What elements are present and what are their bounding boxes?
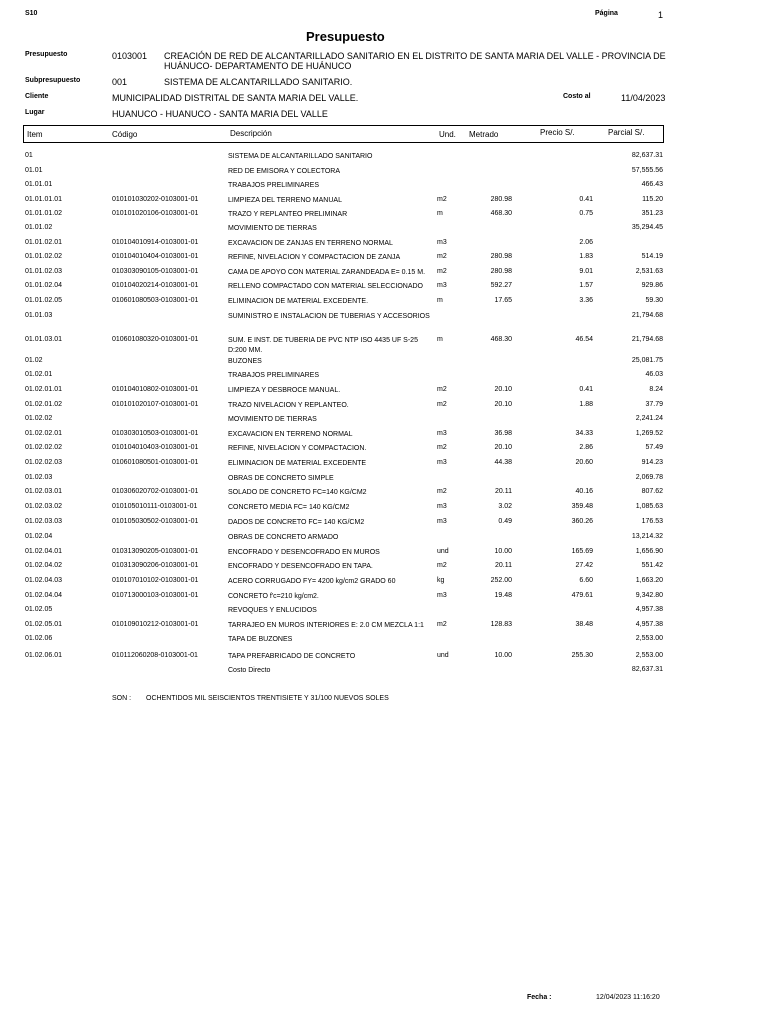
row-codigo: 010104010802-0103001-01 [112,386,199,393]
row-description: RELLENO COMPACTADO CON MATERIAL SELECCIONADO [228,283,423,290]
row-item-code: 01.02.02.02 [25,444,62,451]
row-item-code: 01.01.01.02 [25,210,62,217]
row-description: MOVIMIENTO DE TIERRAS [228,416,317,423]
row-description: ENCOFRADO Y DESENCOFRADO EN TAPA. [228,563,373,570]
row-item-code: 01.01.02.04 [25,282,62,289]
row-metrado: 20.10 [494,444,512,451]
row-parcial: 807.62 [641,488,663,495]
row-item-code: 01.01.03 [25,312,53,319]
row-codigo: 010303090105-0103001-01 [112,268,199,275]
row-parcial: 2,241.24 [635,415,663,422]
row-item-code: 01.01.02 [25,224,53,231]
row-metrado: 20.11 [495,488,512,495]
row-codigo: 010104010403-0103001-01 [112,444,199,451]
row-precio: 479.61 [571,592,593,599]
table-header [23,125,664,143]
row-item-code: 01.02.06 [25,635,53,642]
subpresupuesto-description: SISTEMA DE ALCANTARILLADO SANITARIO. [164,77,353,87]
row-codigo: 010104010404-0103001-01 [112,253,199,260]
row-precio: 3.36 [579,297,593,304]
row-parcial: 21,794.68 [631,336,663,343]
row-parcial: 2,553.00 [635,652,663,659]
table-row [0,635,768,649]
row-unit: m3 [437,518,447,525]
row-description: REFINE, NIVELACION Y COMPACTACION DE ZANJA [228,254,401,261]
row-parcial: 57,555.56 [631,167,663,174]
row-description: SUMINISTRO E INSTALACION DE TUBERIAS Y ACCESORIOS [228,313,430,320]
row-parcial: 551.42 [641,562,663,569]
row-unit: m2 [437,268,447,275]
row-precio: 0.41 [579,196,593,203]
row-item-code: 01.02.04.03 [25,577,62,584]
row-description: ELIMINACION DE MATERIAL EXCEDENTE. [228,298,369,305]
row-item-code: 01.02.04.01 [25,548,62,555]
row-description: ACERO CORRUGADO FY= 4200 kg/cm2 GRADO 60 [228,578,396,585]
column-header-parcial: Parcial S/. [608,128,645,137]
row-description: EXCAVACION DE ZANJAS EN TERRENO NORMAL [228,240,393,247]
row-parcial: 35,294.45 [631,224,663,231]
row-item-code: 01.02.06.01 [25,652,62,659]
row-precio: 255.30 [571,652,593,659]
column-header-codigo: Código [112,130,138,139]
row-metrado: 3.02 [498,503,512,510]
table-row [0,239,768,253]
presupuesto-code: 0103001 [112,51,148,61]
row-item-code: 01.02 [25,357,43,364]
table-row [0,282,768,296]
row-description: TRAZO NIVELACION Y REPLANTEO. [228,402,349,409]
row-parcial: 115.20 [642,196,663,203]
system-code: S10 [25,10,38,17]
table-row [0,401,768,415]
row-item-code: 01.02.03 [25,474,53,481]
row-codigo: 010713000103-0103001-01 [112,592,199,599]
row-unit: m3 [437,459,447,466]
row-metrado: 280.98 [490,253,512,260]
row-item-code: 01.01.02.05 [25,297,62,304]
row-parcial: 1,085.63 [635,503,663,510]
row-metrado: 280.98 [490,196,512,203]
row-parcial: 929.86 [641,282,663,289]
row-item-code: 01.01.02.01 [25,239,62,246]
row-unit: m2 [437,444,447,451]
row-codigo: 010601080320-0103001-01 [112,336,199,343]
table-row [0,621,768,635]
print-date: 12/04/2023 11:16:20 [596,994,660,1001]
row-unit: m2 [437,253,447,260]
row-description: EXCAVACION EN TERRENO NORMAL [228,431,353,438]
table-row [0,253,768,267]
row-codigo: 010601080501-0103001-01 [112,459,199,466]
row-unit: m2 [437,196,447,203]
row-description: SOLADO DE CONCRETO FC=140 KG/CM2 [228,489,367,496]
page-title: Presupuesto [306,29,385,44]
row-metrado: 10.00 [494,652,512,659]
row-precio: 2.06 [579,239,593,246]
row-precio: 6.60 [579,577,593,584]
table-row [0,196,768,210]
row-metrado: 468.30 [490,210,512,217]
row-parcial: 37.79 [645,401,663,408]
page-number: 1 [658,10,664,20]
row-unit: m [437,297,443,304]
table-row [0,268,768,282]
row-precio: 359.48 [571,503,593,510]
presupuesto-description-line2: HUÁNUCO- DEPARTAMENTO DE HUÁNUCO [164,61,352,71]
row-metrado: 20.10 [494,386,512,393]
row-unit: m3 [437,430,447,437]
row-parcial: 21,794.68 [631,312,663,319]
row-parcial: 57.49 [645,444,663,451]
row-item-code: 01.02.04 [25,533,53,540]
row-metrado: 20.10 [494,401,512,408]
row-parcial: 13,214.32 [631,533,663,540]
table-row [0,181,768,195]
row-codigo: 010109010212-0103001-01 [112,621,199,628]
row-item-code: 01.01.02.03 [25,268,62,275]
row-description: OBRAS DE CONCRETO ARMADO [228,534,339,541]
row-item-code: 01 [25,152,33,159]
row-precio: 40.16 [575,488,593,495]
row-item-code: 01.02.02.03 [25,459,62,466]
row-unit: m [437,210,443,217]
row-metrado: 252.00 [490,577,512,584]
table-row [0,415,768,429]
row-precio: 1.83 [579,253,593,260]
row-description: TAPA DE BUZONES [228,636,293,643]
row-parcial: 25,081.75 [631,357,663,364]
table-row [0,488,768,502]
row-description: TRABAJOS PRELIMINARES [228,182,320,189]
row-codigo: 010104020214-0103001-01 [112,282,199,289]
table-row [0,459,768,473]
column-header-precio: Precio S/. [540,128,575,137]
row-description: CONCRETO MEDIA FC= 140 KG/CM2 [228,504,350,511]
column-header-und: Und. [439,130,456,139]
row-parcial: 1,663.20 [635,577,663,584]
row-item-code: 01.01 [25,167,43,174]
row-parcial: 2,531.63 [635,268,663,275]
row-unit: m2 [437,488,447,495]
row-item-code: 01.02.02.01 [25,430,62,437]
row-unit: m2 [437,562,447,569]
row-item-code: 01.02.01.01 [25,386,62,393]
row-parcial: 466.43 [641,181,663,188]
row-codigo: 010107010102-0103001-01 [112,577,199,584]
row-precio: 27.42 [575,562,593,569]
row-parcial: 2,069.78 [635,474,663,481]
table-row [0,518,768,532]
row-precio: 38.48 [575,621,593,628]
row-parcial: 82,637.31 [631,152,663,159]
row-precio: 34.33 [575,430,593,437]
fecha-label: Fecha : [527,994,552,1001]
row-metrado: 592.27 [490,282,512,289]
table-row [0,152,768,166]
row-precio: 2.86 [579,444,593,451]
row-unit: und [437,548,449,555]
row-unit: kg [437,577,445,584]
table-row [0,474,768,488]
row-description: LIMPIEZA Y DESBROCE MANUAL. [228,387,341,394]
column-header-descripcion: Descripción [230,129,272,138]
table-row [0,444,768,458]
row-item-code: 01.02.01 [25,371,53,378]
row-unit: m3 [437,503,447,510]
row-item-code: 01.02.03.01 [25,488,62,495]
table-row [0,386,768,400]
row-description: CAMA DE APOYO CON MATERIAL ZARANDEADA E= 0.15 M. [228,269,426,276]
son-label: SON : [112,695,132,702]
row-item-code: 01.01.01 [25,181,53,188]
row-metrado: 19.48 [494,592,512,599]
table-row [0,533,768,547]
row-item-code: 01.01.01.01 [25,196,62,203]
row-precio: 9.01 [579,268,593,275]
row-codigo: 010112060208-0103001-01 [112,652,198,659]
costo-al-value: 11/04/2023 [621,93,666,103]
subpresupuesto-label: Subpresupuesto [25,77,81,84]
row-description: OBRAS DE CONCRETO SIMPLE [228,475,334,482]
table-row [0,562,768,576]
row-metrado: 280.98 [490,268,512,275]
presupuesto-label: Presupuesto [25,51,68,58]
row-description: MOVIMIENTO DE TIERRAS [228,225,317,232]
row-codigo: 010306020702-0103001-01 [112,488,199,495]
row-item-code: 01.02.03.02 [25,503,62,510]
row-codigo: 010101020106-0103001-01 [112,210,199,217]
row-codigo: 010104010914-0103001-01 [112,239,199,246]
page-label: Página [595,10,618,17]
costo-al-label: Costo al [563,93,591,100]
row-description: CONCRETO f'c=210 kg/cm2. [228,593,319,600]
row-metrado: 128.83 [490,621,512,628]
row-unit: m [437,336,443,343]
table-row [0,312,768,326]
row-unit: m2 [437,401,447,408]
row-item-code: 01.02.05 [25,606,53,613]
row-parcial: 8.24 [649,386,663,393]
row-metrado: 36.98 [494,430,512,437]
row-description: SUM. E INST. DE TUBERIA DE PVC NTP ISO 4435 UF S-25 D:200 MM. [228,337,418,354]
cliente-label: Cliente [25,93,49,100]
row-item-code: 01.02.04.04 [25,592,62,599]
row-item-code: 01.02.03.03 [25,518,62,525]
cliente-value: MUNICIPALIDAD DISTRITAL DE SANTA MARIA DEL VALLE. [112,93,359,103]
row-codigo: 010101030202-0103001-01 [112,196,199,203]
row-parcial: 176.53 [641,518,663,525]
row-parcial: 82,637.31 [631,666,663,673]
row-parcial: 351.23 [641,210,663,217]
row-description: ENCOFRADO Y DESENCOFRADO EN MUROS [228,549,380,556]
row-parcial: 46.03 [645,371,663,378]
table-row [0,430,768,444]
row-unit: m3 [437,282,447,289]
presupuesto-description-line1: CREACIÓN DE RED DE ALCANTARILLADO SANITARIO EN EL DISTRITO DE SANTA MARIA DEL VALLE - PROVINCIA DE [164,51,666,61]
row-precio: 20.60 [575,459,593,466]
table-row [0,210,768,224]
row-unit: m3 [437,239,447,246]
table-row [0,224,768,238]
row-metrado: 468.30 [490,336,512,343]
row-parcial: 1,269.52 [635,430,663,437]
row-precio: 0.75 [579,210,593,217]
table-row [0,357,768,371]
row-precio: 46.54 [575,336,593,343]
row-codigo: 010313090206-0103001-01 [112,562,199,569]
row-precio: 360.26 [571,518,593,525]
table-row [0,666,768,680]
column-header-item: Item [27,130,43,139]
row-description: REFINE, NIVELACION Y COMPACTACION. [228,445,367,452]
table-row [0,606,768,620]
row-item-code: 01.02.05.01 [25,621,62,628]
row-description: TAPA PREFABRICADO DE CONCRETO [228,653,356,660]
row-metrado: 10.00 [494,548,512,555]
row-description: BUZONES [228,358,262,365]
table-row [0,503,768,517]
row-precio: 0.41 [579,386,593,393]
column-header-metrado: Metrado [469,130,499,139]
lugar-value: HUANUCO - HUANUCO - SANTA MARIA DEL VALLE [112,109,328,119]
row-parcial: 1,656.90 [635,548,663,555]
row-description: RED DE EMISORA Y COLECTORA [228,168,341,175]
row-parcial: 4,957.38 [635,606,663,613]
row-parcial: 4,957.38 [635,621,663,628]
row-description: TRAZO Y REPLANTEO PRELIMINAR [228,211,348,218]
row-parcial: 59.30 [645,297,663,304]
table-row [0,577,768,591]
row-codigo: 010601080503-0103001-01 [112,297,199,304]
table-row [0,336,768,354]
table-row [0,652,768,666]
table-row [0,297,768,311]
row-item-code: 01.01.02.02 [25,253,62,260]
lugar-label: Lugar [25,109,45,116]
row-item-code: 01.02.02 [25,415,53,422]
row-metrado: 0.49 [498,518,512,525]
row-precio: 1.57 [579,282,593,289]
row-parcial: 514.19 [641,253,663,260]
row-metrado: 17.65 [494,297,512,304]
row-description: LIMPIEZA DEL TERRENO MANUAL [228,197,342,204]
row-item-code: 01.02.04.02 [25,562,62,569]
row-codigo: 010105010111-0103001-01 [112,503,198,510]
row-item-code: 01.02.01.02 [25,401,62,408]
row-unit: und [437,652,449,659]
subpresupuesto-code: 001 [112,77,128,87]
row-codigo: 010303010503-0103001-01 [112,430,199,437]
row-item-code: 01.01.03.01 [25,336,62,343]
row-metrado: 44.38 [494,459,512,466]
table-row [0,371,768,385]
amount-in-words: OCHENTIDOS MIL SEISCIENTOS TRENTISIETE Y 31/100 NUEVOS SOLES [146,695,389,702]
table-row [0,548,768,562]
row-parcial: 2,553.00 [635,635,663,642]
row-unit: m3 [437,592,447,599]
row-precio: 165.69 [571,548,593,555]
row-description: DADOS DE CONCRETO FC= 140 KG/CM2 [228,519,365,526]
row-description: REVOQUES Y ENLUCIDOS [228,607,317,614]
row-metrado: 20.11 [495,562,512,569]
row-unit: m2 [437,386,447,393]
row-description: ELIMINACION DE MATERIAL EXCEDENTE [228,460,367,467]
row-description: SISTEMA DE ALCANTARILLADO SANITARIO [228,153,373,160]
row-precio: 1.88 [579,401,593,408]
row-description: TARRAJEO EN MUROS INTERIORES E: 2.0 CM MEZCLA 1:1 [228,622,424,629]
row-unit: m2 [437,621,447,628]
row-parcial: 9,342.80 [635,592,663,599]
table-row [0,592,768,606]
row-codigo: 010105030502-0103001-01 [112,518,199,525]
row-description: Costo Directo [228,667,271,674]
table-row [0,167,768,181]
row-description: TRABAJOS PRELIMINARES [228,372,320,379]
row-codigo: 010101020107-0103001-01 [112,401,199,408]
row-parcial: 914.23 [641,459,663,466]
row-codigo: 010313090205-0103001-01 [112,548,199,555]
